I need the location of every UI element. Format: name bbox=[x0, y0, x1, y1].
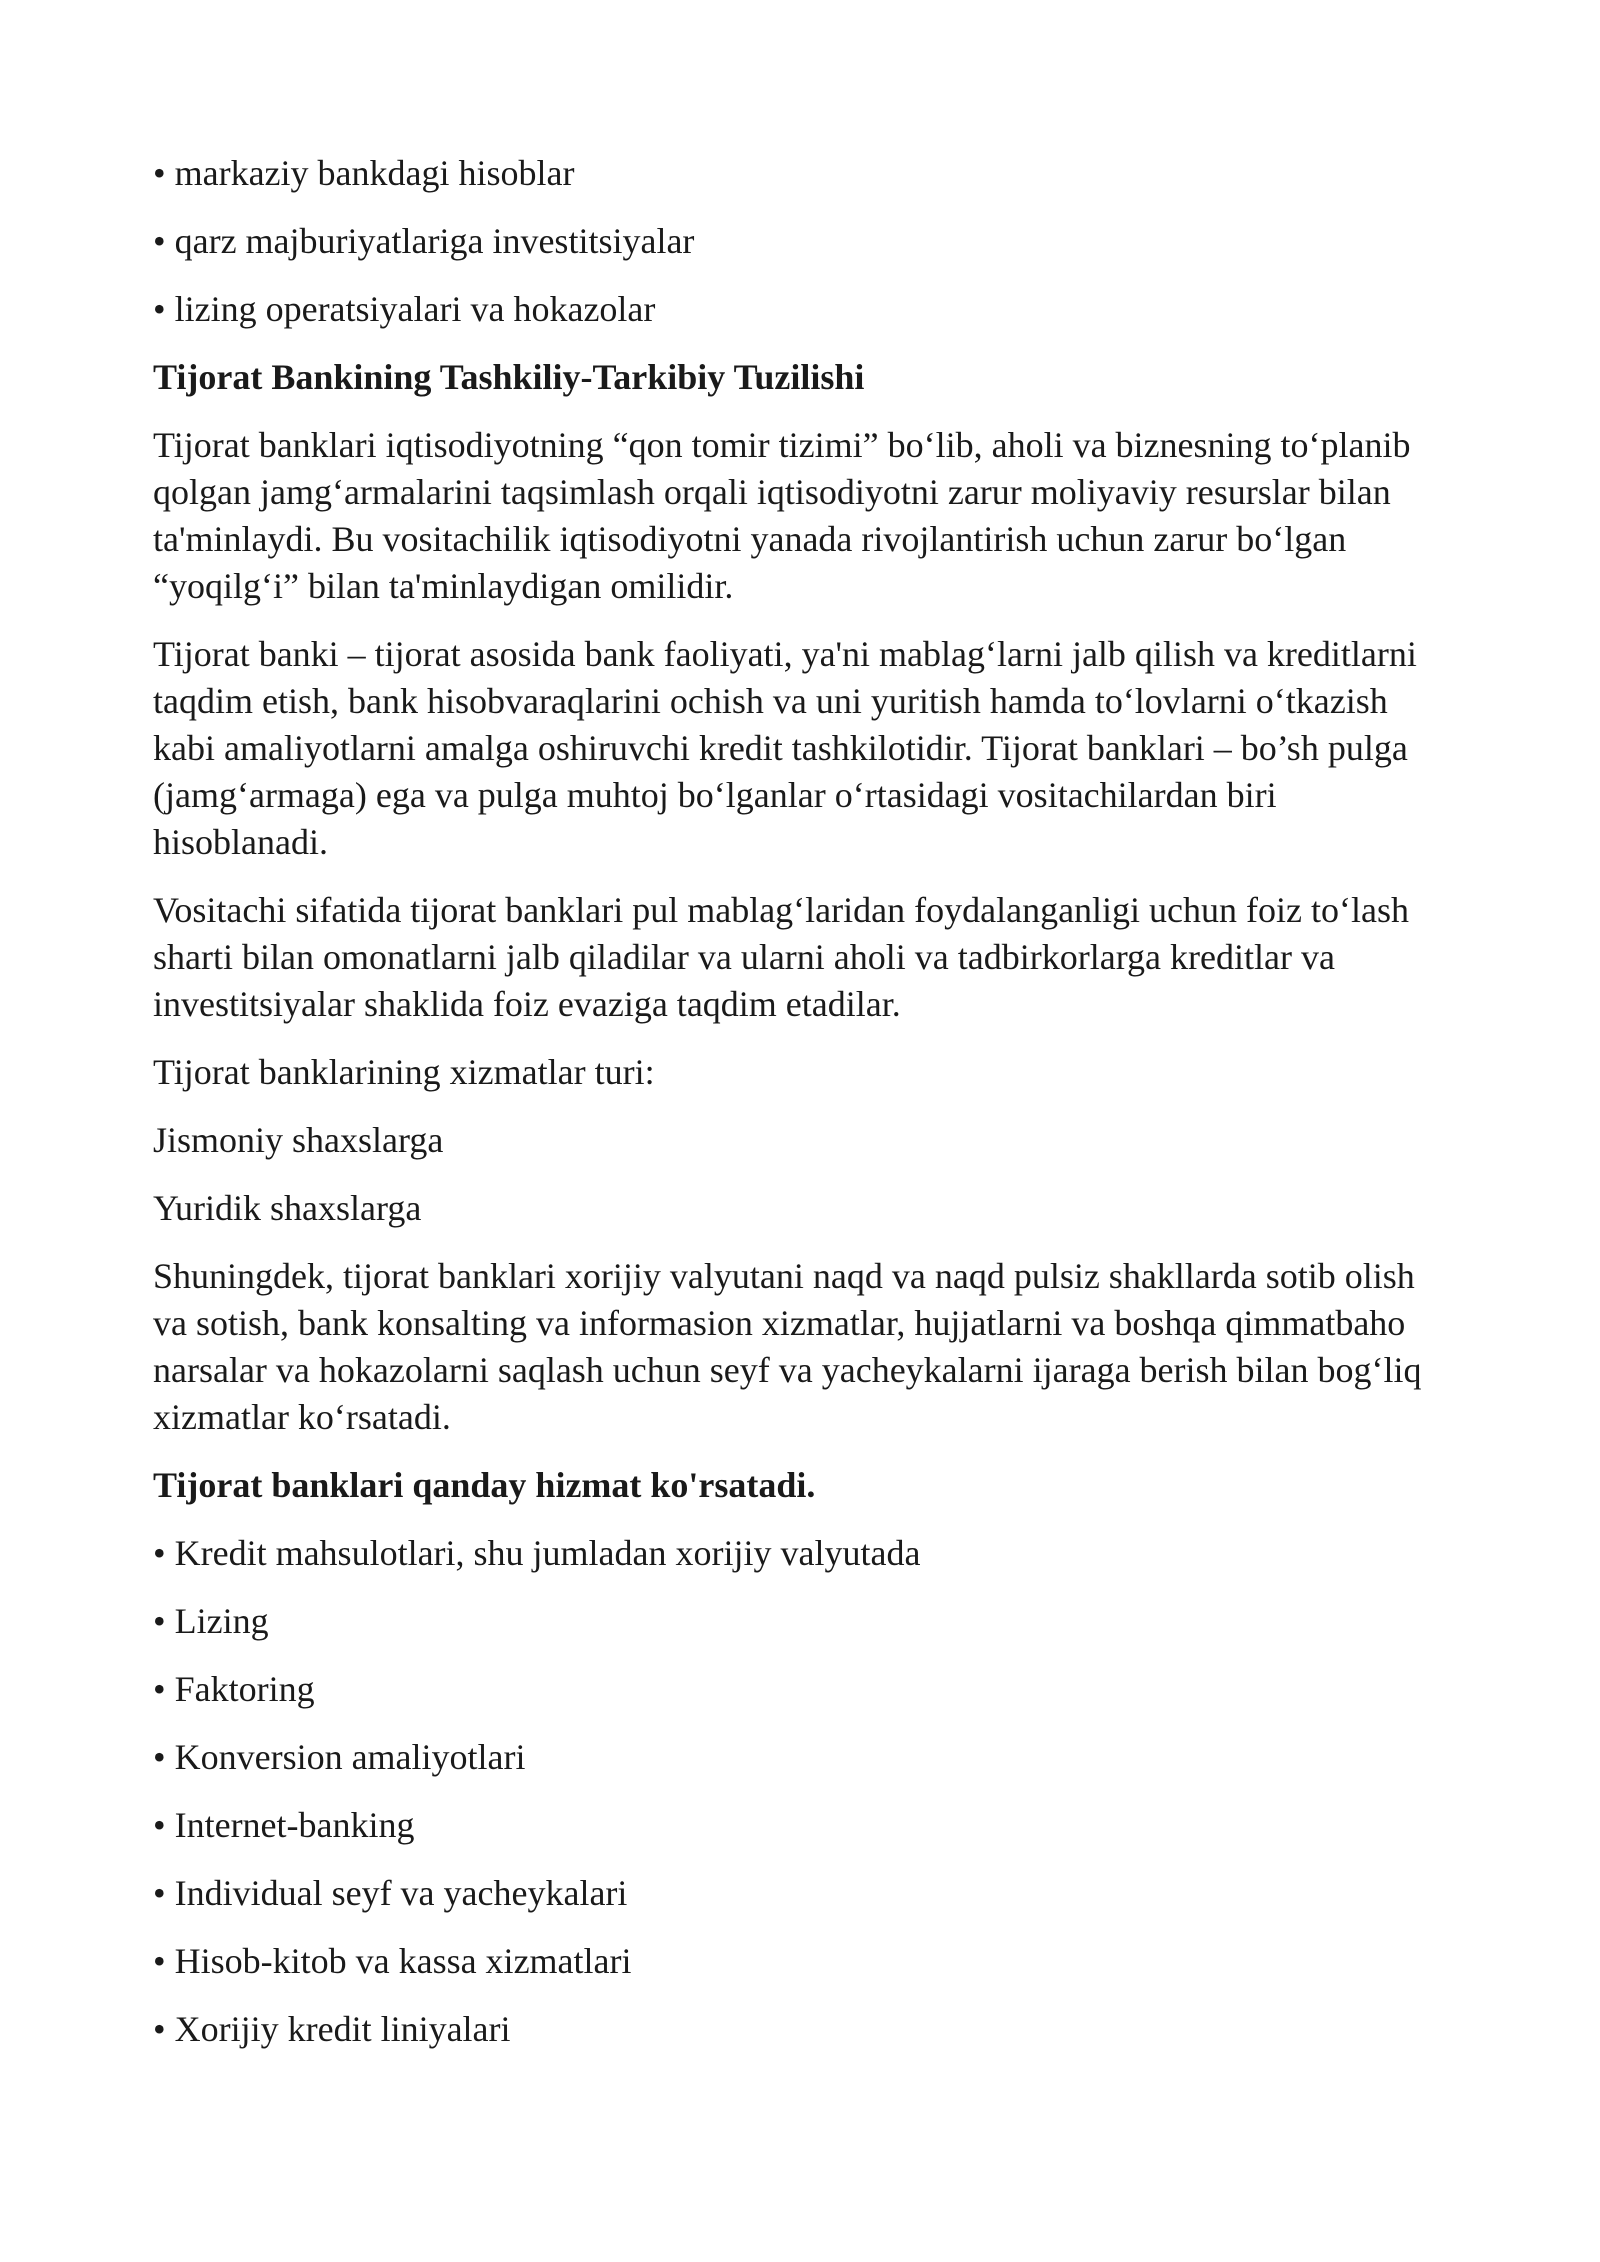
paragraph-line: taqdim etish, bank hisobvaraqlarini ochish va uni yuritish hamda to‘lovlarni o‘tkazish bbox=[153, 681, 1388, 721]
service-type-item: Jismoniy shaxslarga bbox=[153, 1120, 444, 1160]
paragraph bbox=[153, 1253, 1493, 1441]
paragraph-line: va sotish, bank konsalting va informasion xizmatlar, hujjatlarni va boshqa qimmatbaho bbox=[153, 1303, 1406, 1343]
paragraph-line: investitsiyalar shaklida foiz evaziga taqdim etadilar. bbox=[153, 984, 901, 1024]
document-body bbox=[153, 150, 1493, 2074]
list-item: • Hisob-kitob va kassa xizmatlari bbox=[153, 1941, 632, 1981]
list-item: • markaziy bankdagi hisoblar bbox=[153, 153, 575, 193]
list-item: • Kredit mahsulotlari, shu jumladan xorijiy valyutada bbox=[153, 1533, 921, 1573]
paragraph-line: Tijorat banklari iqtisodiyotning “qon tomir tizimi” bo‘lib, aholi va biznesning to‘planib bbox=[153, 425, 1411, 465]
paragraph bbox=[153, 422, 1493, 610]
list-item: • Konversion amaliyotlari bbox=[153, 1737, 526, 1777]
list-item: • Faktoring bbox=[153, 1669, 315, 1709]
section-heading: Tijorat Bankining Tashkiliy-Tarkibiy Tuzilishi bbox=[153, 357, 865, 397]
paragraph-line: kabi amaliyotlarni amalga oshiruvchi kredit tashkilotidir. Tijorat banklari – bo’sh pulga bbox=[153, 728, 1408, 768]
list-item: • lizing operatsiyalari va hokazolar bbox=[153, 289, 656, 329]
paragraph-line: narsalar va hokazolarni saqlash uchun seyf va yacheykalarni ijaraga berish bilan bog‘liq bbox=[153, 1350, 1422, 1390]
section-heading: Tijorat banklari qanday hizmat ko'rsatadi. bbox=[153, 1465, 816, 1505]
paragraph-line: hisoblanadi. bbox=[153, 822, 328, 862]
paragraph-line: Tijorat banki – tijorat asosida bank faoliyati, ya'ni mablag‘larni jalb qilish va kreditlarni bbox=[153, 634, 1417, 674]
list-item: • Lizing bbox=[153, 1601, 269, 1641]
intro-bullet-list bbox=[153, 150, 1493, 333]
paragraph bbox=[153, 887, 1493, 1028]
paragraph-line: qolgan jamg‘armalarini taqsimlash orqali iqtisodiyotni zarur moliyaviy resurslar bilan bbox=[153, 472, 1391, 512]
paragraph-line: Shuningdek, tijorat banklari xorijiy valyutani naqd va naqd pulsiz shakllarda sotib olish bbox=[153, 1256, 1415, 1296]
paragraph-line: Vositachi sifatida tijorat banklari pul mablag‘laridan foydalanganligi uchun foiz to‘lash bbox=[153, 890, 1409, 930]
list-item: • Individual seyf va yacheykalari bbox=[153, 1873, 628, 1913]
list-item: • Internet-banking bbox=[153, 1805, 415, 1845]
list-item: • qarz majburiyatlariga investitsiyalar bbox=[153, 221, 695, 261]
service-bullet-list bbox=[153, 1530, 1493, 2053]
paragraph-line: (jamg‘armaga) ega va pulga muhtoj bo‘lganlar o‘rtasidagi vositachilardan biri bbox=[153, 775, 1277, 815]
services-title: Tijorat banklarining xizmatlar turi: bbox=[153, 1052, 655, 1092]
paragraph-line: ta'minlaydi. Bu vositachilik iqtisodiyotni yanada rivojlantirish uchun zarur bo‘lgan bbox=[153, 519, 1347, 559]
paragraph-line: xizmatlar ko‘rsatadi. bbox=[153, 1397, 451, 1437]
service-type-item: Yuridik shaxslarga bbox=[153, 1188, 422, 1228]
paragraph-line: sharti bilan omonatlarni jalb qiladilar va ularni aholi va tadbirkorlarga kreditlar va bbox=[153, 937, 1335, 977]
paragraph-line: “yoqilg‘i” bilan ta'minlaydigan omilidir. bbox=[153, 566, 734, 606]
paragraph bbox=[153, 631, 1493, 866]
list-item: • Xorijiy kredit liniyalari bbox=[153, 2009, 511, 2049]
